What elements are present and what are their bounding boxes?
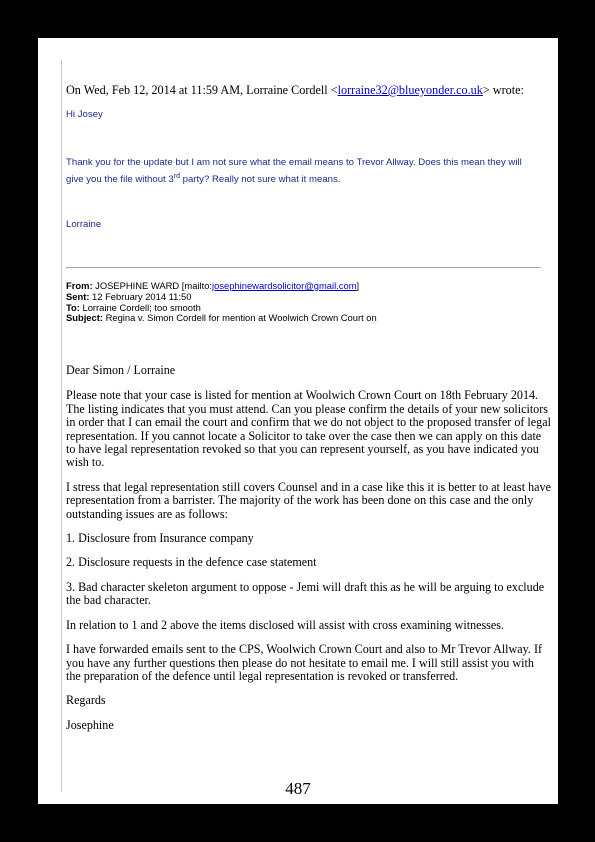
paragraph-1 [66,389,551,469]
paragraph-1-line: representation. If you cannot locate a Solicitor to take over the case then we can apply on this date [66,428,542,443]
paragraph-1-line: to have legal representation revoked so that you can represent yourself, as you have indicated you [66,442,539,457]
list-item-3-line: the bad character. [66,593,151,608]
quote-header [66,83,546,98]
paragraph-2-line: representation from a barrister. The majority of the work has been done on this case and the only [66,493,534,508]
paragraph-4 [66,643,551,683]
paragraph-1-line: The listing indicates that you must attend. Can you please confirm the details of your new solicitors [66,401,548,416]
signoff: Josephine [66,717,114,732]
paragraph-1-line: in order that I can email the court and confirm that we do not object to the proposed transfer of legal [66,415,551,430]
from-name: JOSEPHINE WARD [mailto: [95,280,213,291]
paragraph-2 [66,481,551,521]
quote-header-suffix: > wrote: [482,83,524,97]
subject-line [66,313,546,324]
from-email-link[interactable]: josephinewardsolicitor@gmail.com [212,280,357,291]
subject-value: Regina v. Simon Cordell for mention at Woolwich Crown Court on [105,312,377,324]
margin-rule [61,60,62,792]
sent-label: Sent: [66,290,90,302]
list-item-1: 1. Disclosure from Insurance company [66,531,254,546]
list-item-3 [66,581,551,608]
letter-body [66,364,551,732]
quoted-greeting: Hi Josey [66,109,103,120]
quoted-line-2-pre: give you the file without 3 [66,174,174,186]
subject-label: Subject: [66,312,103,324]
paragraph-2-line: outstanding issues are as follows: [66,506,228,521]
header-divider [66,267,541,268]
paragraph-4-line: I have forwarded emails sent to the CPS, Woolwich Crown Court and also to Mr Trevor Allway. If [66,642,542,657]
closing: Regards [66,693,106,708]
paragraph-4-line: you have any further questions then please do not hesitate to email me. I will still assist you with [66,655,534,670]
sender-email-link[interactable]: lorraine32@blueyonder.co.uk [337,83,483,97]
paragraph-4-line: the preparation of the defence until legal representation is revoked or transferred. [66,668,459,683]
list-item-2: 2. Disclosure requests in the defence case statement [66,555,317,570]
page-number: 487 [285,779,311,798]
quoted-signature: Lorraine [66,219,102,230]
original-message-header [66,281,546,324]
paragraph-1-line: wish to. [66,455,105,470]
quoted-line-2-sup: rd [173,173,180,180]
document-page [38,38,558,804]
quote-header-prefix: On Wed, Feb 12, 2014 at 11:59 AM, Lorraine Cordell < [66,83,338,97]
from-end: ] [356,280,360,291]
paragraph-2-line: I stress that legal representation still covers Counsel and in a case like this it is better to at least have [66,479,551,494]
paragraph-3: In relation to 1 and 2 above the items disclosed will assist with cross examining witnesses. [66,617,504,632]
paragraph-1-line: Please note that your case is listed for mention at Woolwich Crown Court on 18th February 2014. [66,388,539,403]
quoted-line-2-post: party? Really not sure what it means. [179,174,341,186]
sent-value: 12 February 2014 11:50 [92,290,192,302]
quoted-line-1: Thank you for the update but I am not sure what the email means to Trevor Allway. Does this mean they will [66,157,522,168]
salutation: Dear Simon / Lorraine [66,363,176,377]
from-label: From: [66,280,93,291]
quoted-line-2 [66,171,340,187]
to-value: Lorraine Cordell; too smooth [82,301,201,313]
list-item-3-line: 3. Bad character skeleton argument to oppose - Jemi will draft this as he will be arguing to exclude [66,579,545,594]
to-label: To: [66,301,80,313]
